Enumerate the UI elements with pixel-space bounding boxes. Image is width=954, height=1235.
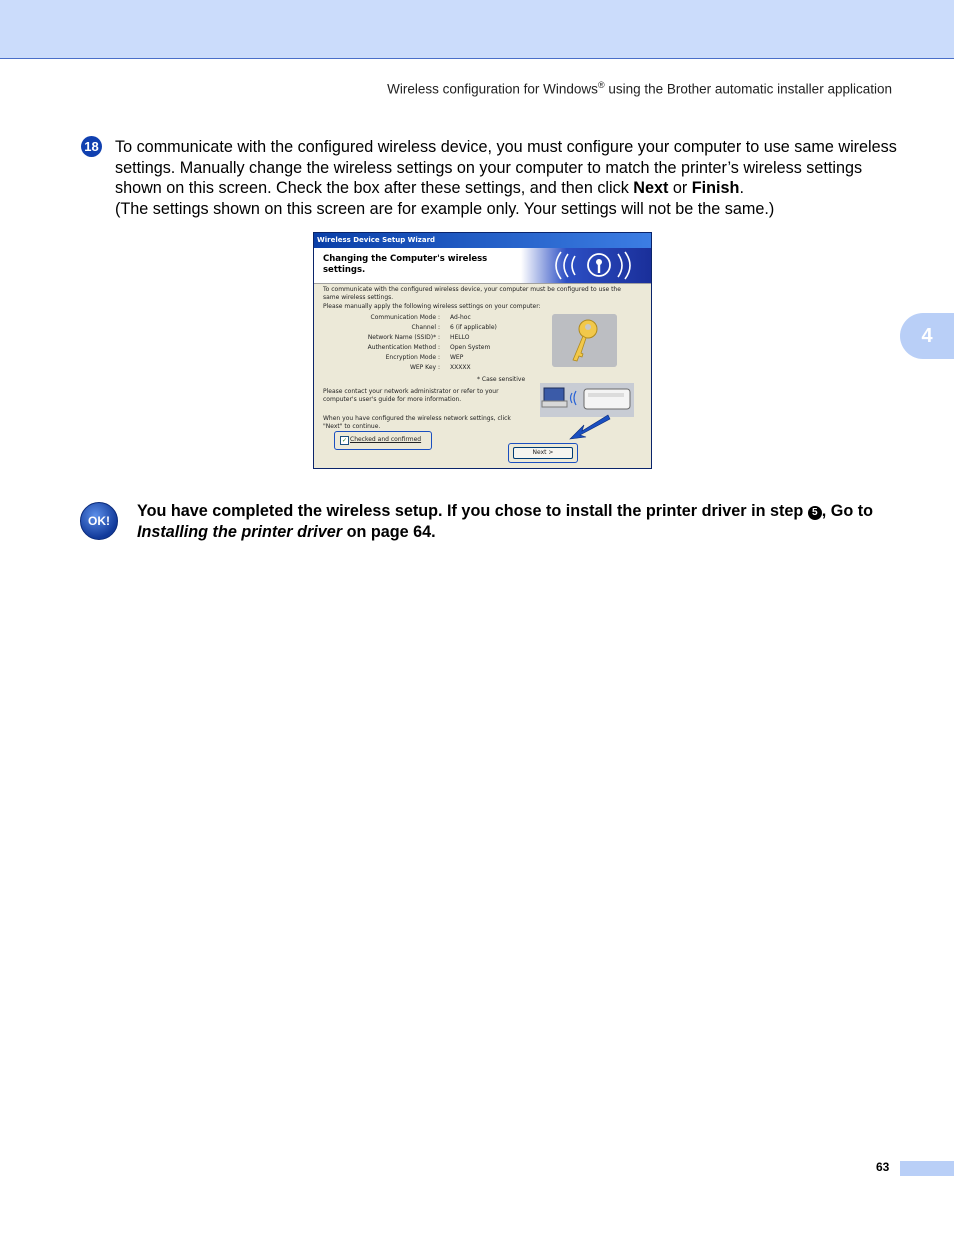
step-reference-badge: 5 — [808, 506, 822, 520]
header-band — [0, 0, 954, 59]
step-paragraph: To communicate with the configured wireless device, you must configure your computer to use same wireless settings. Manually change the wireless settings on your computer to match the printer’s wireless settings shown on this screen. Check the box after these settings, and then click Next or Finish. — [115, 138, 897, 198]
page-number: 63 — [876, 1160, 890, 1174]
installing-driver-link[interactable]: Installing the printer driver — [137, 522, 343, 541]
wizard-heading: Changing the Computer's wireless settings. — [323, 254, 488, 275]
setting-value: WEP — [450, 354, 464, 361]
wizard-intro: To communicate with the configured wireless device, your computer must be configured to use the — [323, 286, 621, 293]
setting-label: Encryption Mode : — [385, 354, 440, 361]
setting-label: Authentication Method : — [367, 344, 440, 351]
setting-value: HELLO — [450, 334, 470, 341]
ok-icon: OK! — [80, 502, 118, 540]
wizard-intro: same wireless settings. — [323, 294, 394, 301]
setting-value: 6 (if applicable) — [450, 324, 497, 331]
step-note: (The settings shown on this screen are for example only. Your settings will not be the same.) — [115, 199, 775, 218]
setting-label: Network Name (SSID)* : — [367, 334, 440, 341]
confirm-checkbox[interactable]: ✓ — [341, 437, 348, 444]
next-button-highlight — [508, 443, 578, 463]
continue-text: "Next" to continue. — [323, 423, 381, 430]
confirm-checkbox-label[interactable]: Checked and confirmed — [350, 436, 422, 443]
completion-note: You have completed the wireless setup. If you chose to install the printer driver in step 5 , Go to Installing the printer driver on page 64. — [137, 502, 873, 541]
setting-label: Channel : — [411, 324, 440, 331]
chapter-tab: 4 — [900, 313, 954, 359]
wizard-screenshot — [313, 232, 652, 469]
setting-value: XXXXX — [450, 364, 471, 371]
continue-text: When you have configured the wireless network settings, click — [323, 415, 511, 422]
next-keyword: Next — [633, 179, 669, 198]
setting-label: Communication Mode : — [370, 314, 440, 321]
wizard-title-bar: Wireless Device Setup Wizard — [314, 233, 651, 248]
arrow-icon — [564, 411, 612, 445]
wizard-header — [314, 248, 651, 284]
setting-value: Open System — [450, 344, 491, 351]
contact-text: Please contact your network administrator or refer to your — [323, 388, 499, 395]
key-icon — [552, 314, 617, 367]
wizard-body — [314, 284, 651, 468]
step-number-badge: 18 — [81, 136, 102, 157]
running-head: Wireless configuration for Windows® using the Brother automatic installer application — [387, 80, 892, 97]
next-button[interactable]: Next > — [513, 447, 573, 459]
step-instructions — [115, 137, 900, 219]
wireless-logo-icon — [521, 248, 651, 283]
setting-label: WEP Key : — [409, 364, 440, 371]
confirm-checkbox-highlight — [334, 431, 432, 450]
footer-bar — [900, 1161, 954, 1176]
case-sensitive-note: * Case sensitive — [477, 376, 526, 383]
wizard-intro: Please manually apply the following wireless settings on your computer: — [323, 303, 541, 310]
setting-value: Ad-hoc — [450, 314, 471, 321]
finish-keyword: Finish — [691, 179, 740, 198]
contact-text: computer's user's guide for more information. — [323, 396, 462, 403]
